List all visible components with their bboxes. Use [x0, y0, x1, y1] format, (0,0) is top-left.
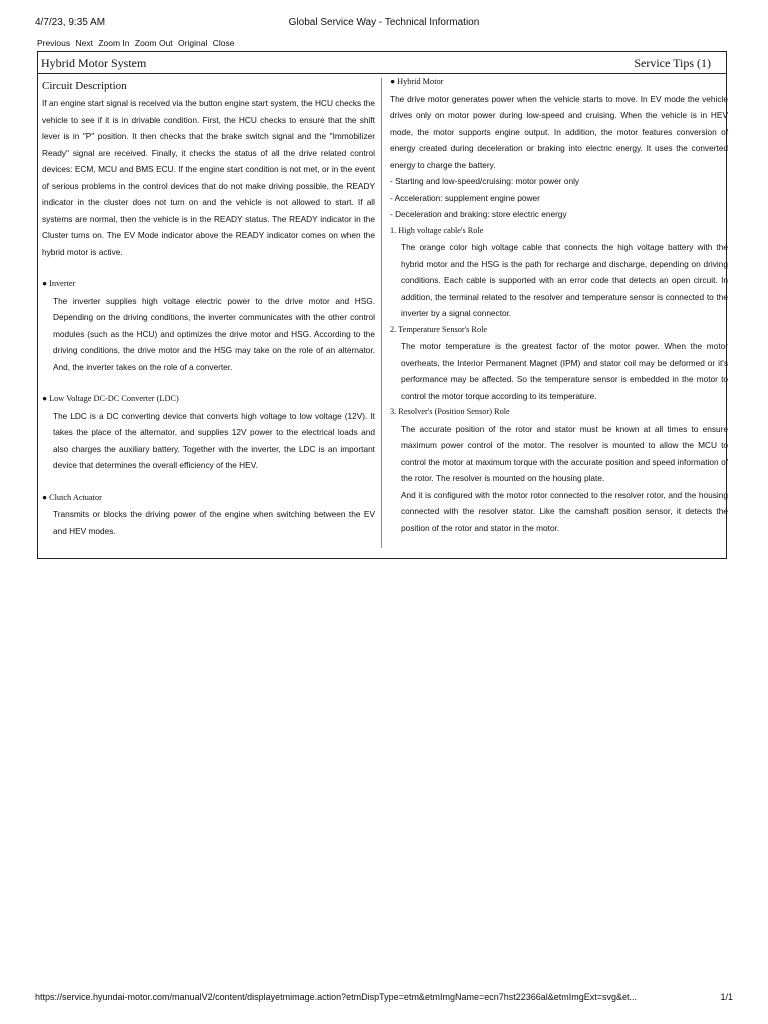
circuit-description-text: If an engine start signal is received via the button engine start system, the HCU checks the vehicle to see if it is in drivable condition. First, the HCU checks to ensure that the shift lever is in "P" position. It then checks that the brake switch signal and the "Immobilizer Ready" signal are received. Finally, it checks the status of all the drive related control devices: ECM, MCU and BMS ECU. If the engine start condition is not met, or in the event of serious problems in the control devices that do not make driving possible, the READY indicator in the cluster does not turn on and the vehicle is not allowed to start. If all systems are normal, then the vehicle is in the READY status. The READY indicator in the Cluster turns on. The EV Mode indicator above the READY indicator comes on when the hybrid motor is active.: [42, 98, 375, 257]
left-column: [42, 74, 375, 539]
right-column: [390, 74, 728, 536]
resolver-text: The accurate position of the rotor and stator must be known at all times to ensure maximum power control of the motor. The resolver is mounted to allow the MCU to control the motor at maximum torque with the accurate position and speed information of the rotor. The resolver is mounted on the housing plate.: [401, 423, 728, 483]
temp-sensor-text: The motor temperature is the greatest factor of the motor power. When the motor overheats, the Interior Permanent Magnet (IPM) and stator coil may be deformed or it's performance may be affected. So the temperature sensor is embedded in the motor to control the motor torque according to its temperature.: [401, 341, 728, 401]
close-link[interactable]: Close: [212, 38, 235, 48]
print-title: Global Service Way - Technical Information: [288, 17, 480, 28]
ldc-text: The LDC is a DC converting device that converts high voltage to low voltage (12V). It takes the place of the alternator, and supplies 12V power to the electrical loads and also charges the auxiliary battery. Together with the inverter, the LDC is an important device that determines the overall efficiency of the HEV.: [53, 410, 375, 470]
resolver-text-2: And it is configured with the motor rotor connected to the resolver rotor, and the housing connected with the resolver stator. Like the camshaft position sensor, it detects the position of the rotor and stator in the motor.: [401, 489, 728, 533]
original-link[interactable]: Original: [178, 38, 208, 48]
document-title: Hybrid Motor System: [41, 56, 147, 70]
page-url: https://service.hyundai-motor.com/manualV2/content/displayetmimage.action?etmDispType=etm&etmImgName=ecn7hst22366al&etmImgExt=svg&et...: [35, 992, 638, 1002]
hybrid-motor-heading: ● Hybrid Motor: [390, 77, 444, 86]
clutch-heading: ● Clutch Actuator: [42, 492, 102, 502]
page-number: 1/1: [720, 992, 733, 1002]
document-header: [38, 52, 726, 74]
clutch-text: Transmits or blocks the driving power of the engine when switching between the EV and HEV modes.: [53, 509, 375, 536]
print-header: [35, 17, 733, 31]
inverter-text: The inverter supplies high voltage electric power to the drive motor and HSG. Depending on the driving conditions, the inverter communicates with the other control modules (such as the HCU) and optimizes the drive motor and HSG. According to the driving conditions, the drive motor and the HSG may take on the role of an alternator. And, the inverter takes on the role of a converter.: [53, 295, 375, 372]
viewer-nav: [37, 38, 237, 48]
hybrid-motor-text: The drive motor generates power when the vehicle starts to move. In EV mode the vehicle drives only on motor power during low-speed and cruising. When the vehicle is in HEV mode, the motor supports engine output. In addition, the motor features conversion of energy created during deceleration or braking into electric energy. It uses the converted energy to charge the battery.: [390, 93, 728, 170]
resolver-heading: 3. Resolver's (Position Sensor) Role: [390, 407, 510, 416]
hv-cable-heading: 1. High voltage cable's Role: [390, 225, 484, 235]
document-frame: [37, 51, 727, 559]
hv-cable-text: The orange color high voltage cable that connects the high voltage battery with the hybrid motor and the HSG is the path for recharge and discharge, depending on driving conditions. Each cable is supported with an error code that detects an open circuit. In addition, the terminal related to the resolver and temperature sensor is connected to the inverter by a signal connector.: [401, 242, 728, 318]
section-title: Service Tips (1): [634, 56, 711, 70]
previous-link[interactable]: Previous: [37, 38, 71, 48]
list-item: - Deceleration and braking: store electric energy: [390, 209, 567, 219]
print-datetime: 4/7/23, 9:35 AM: [35, 17, 106, 28]
list-item: - Acceleration: supplement engine power: [390, 192, 540, 203]
circuit-description-heading: Circuit Description: [42, 80, 127, 92]
ldc-heading: ● Low Voltage DC-DC Converter (LDC): [42, 394, 179, 403]
next-link[interactable]: Next: [75, 38, 93, 48]
zoom-in-link[interactable]: Zoom In: [98, 38, 130, 48]
zoom-out-link[interactable]: Zoom Out: [134, 38, 173, 48]
list-item: - Starting and low-speed/cruising: motor power only: [390, 176, 580, 186]
temp-sensor-heading: 2. Temperature Sensor's Role: [390, 324, 488, 334]
inverter-heading: ● Inverter: [42, 279, 76, 288]
column-divider: [381, 78, 382, 548]
